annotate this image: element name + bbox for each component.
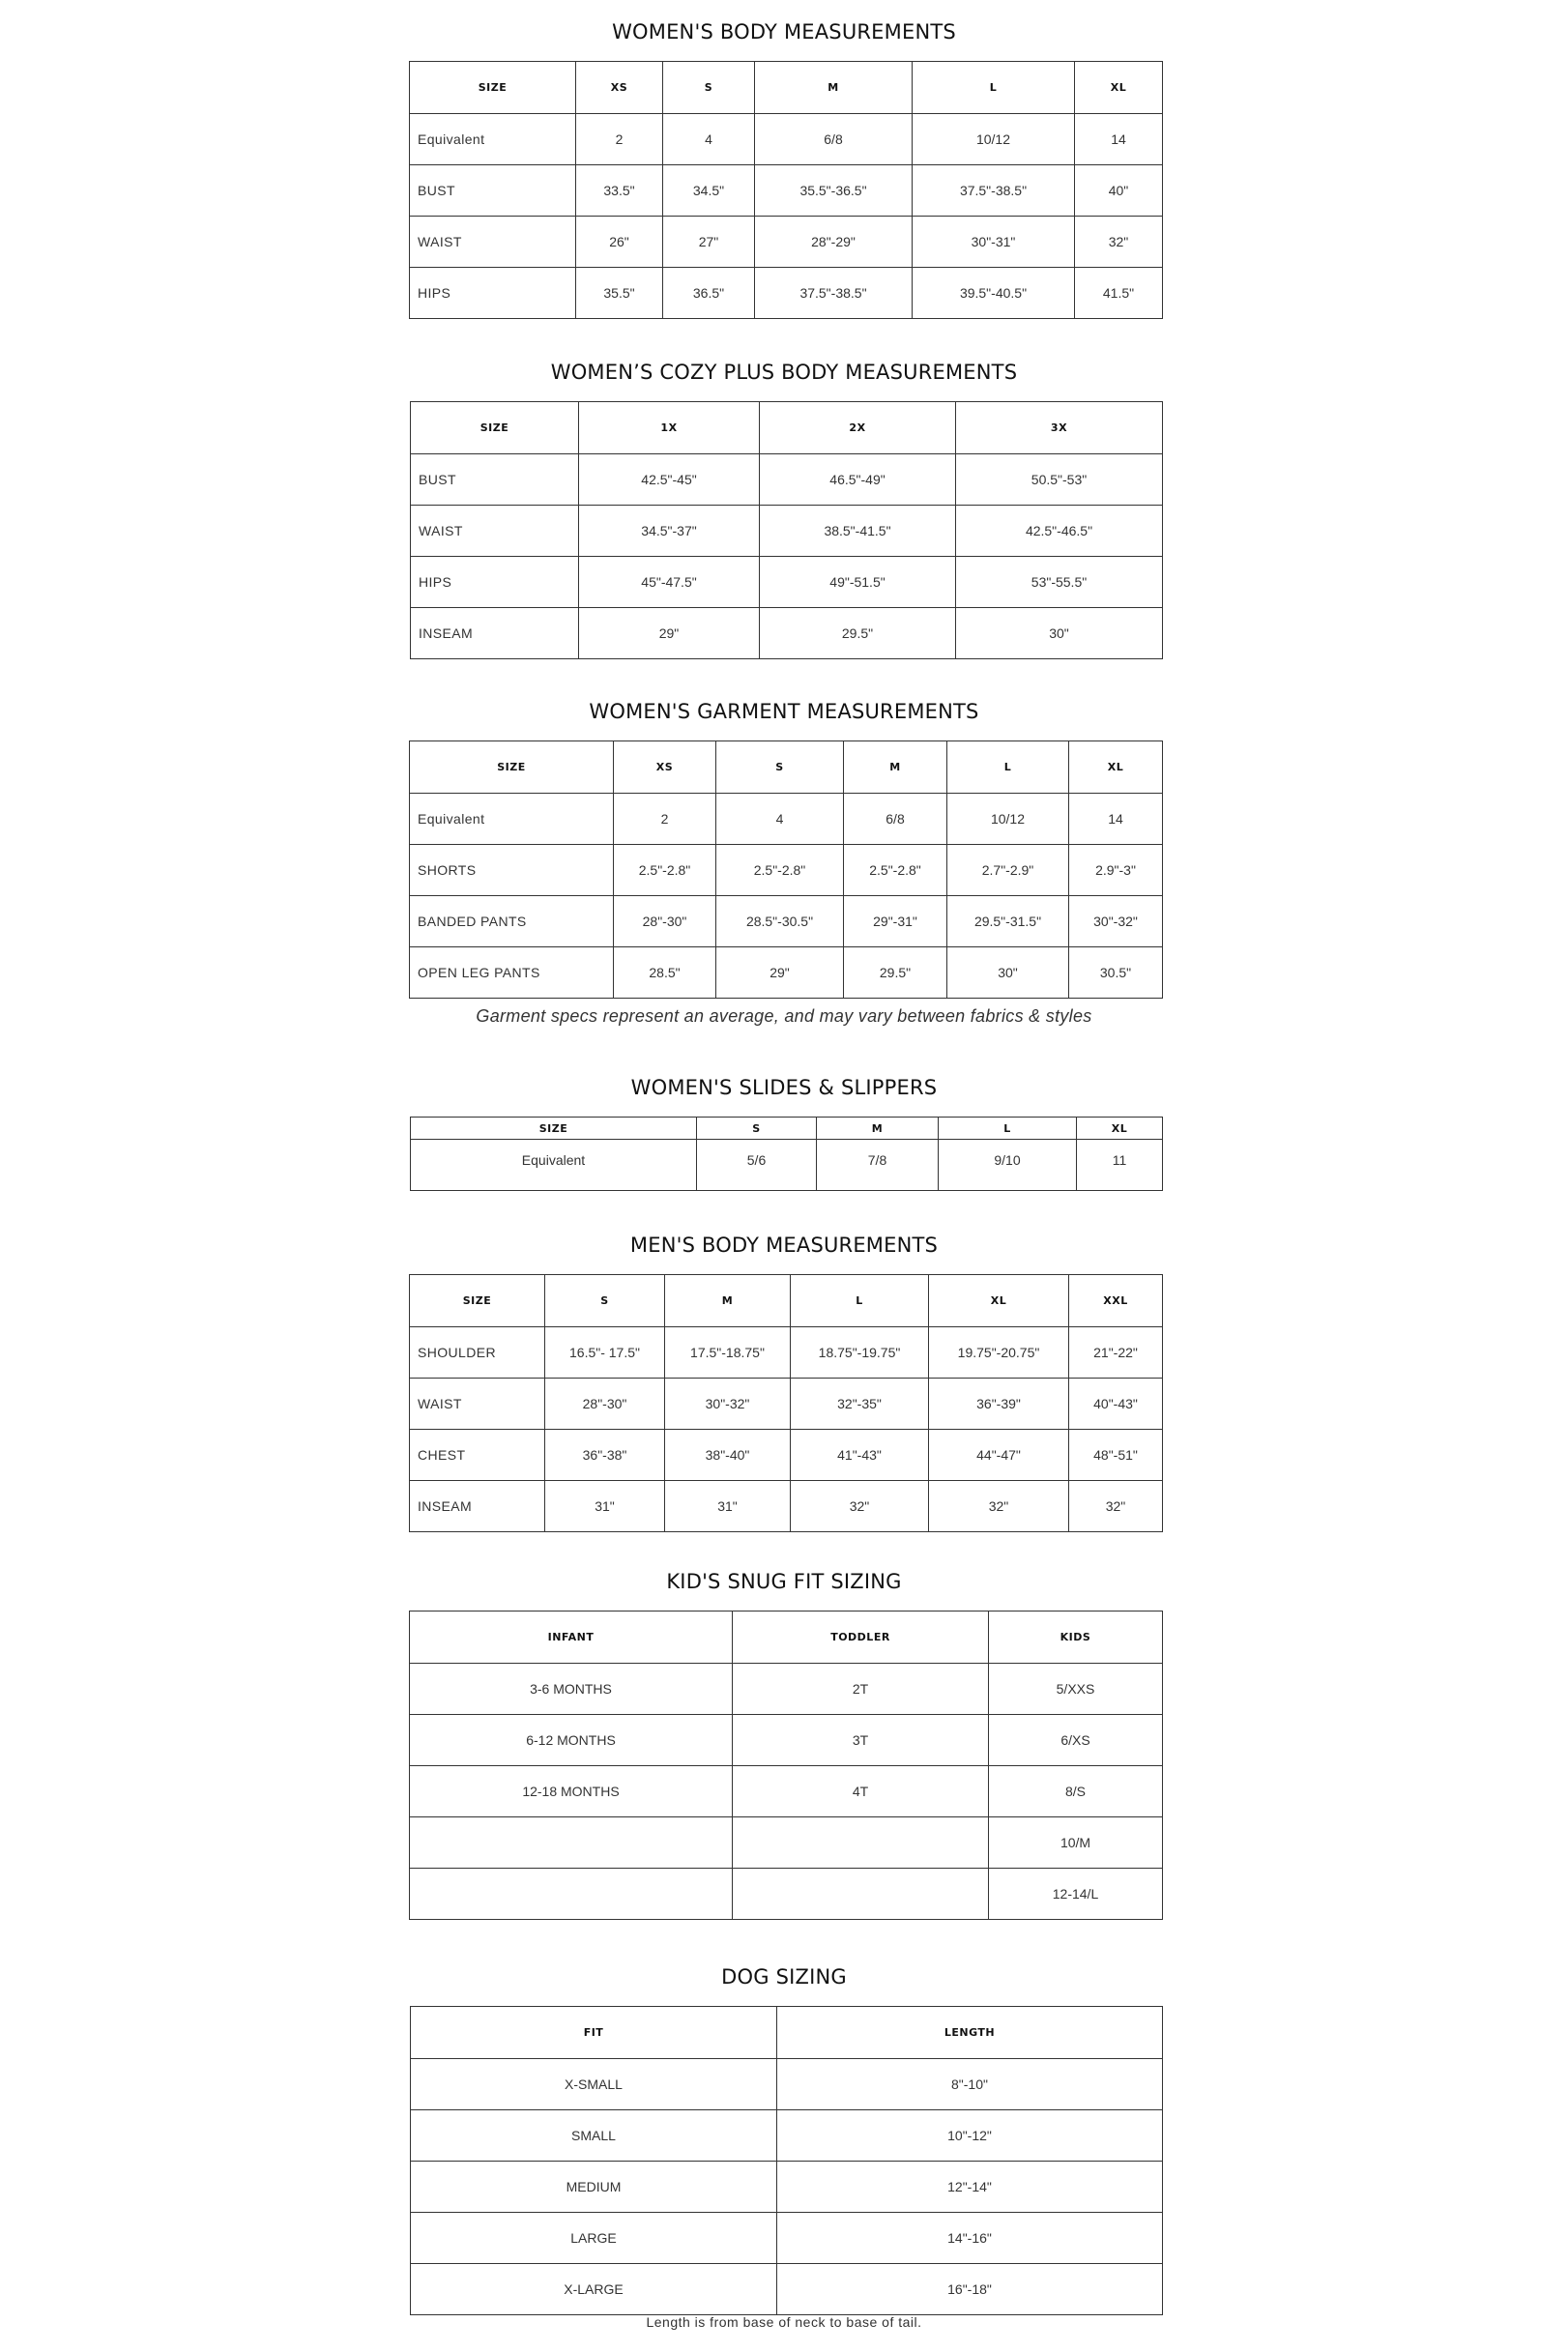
column-header: M	[817, 1118, 939, 1140]
table-row	[411, 2264, 1163, 2315]
table-row	[410, 845, 1163, 896]
table-row	[411, 2059, 1163, 2110]
womens-garment-title: WOMEN'S GARMENT MEASUREMENTS	[589, 700, 979, 723]
table-cell: 6-12 MONTHS	[410, 1715, 733, 1766]
table-header-row	[410, 62, 1163, 114]
table-cell	[410, 1817, 733, 1869]
table-cell: 5/XXS	[989, 1664, 1163, 1715]
column-header: XL	[1075, 62, 1163, 114]
table-row	[411, 557, 1163, 608]
womens-cozy-plus-table	[410, 401, 1163, 659]
table-cell: 42.5"-46.5"	[956, 506, 1163, 557]
table-cell: 14"-16"	[777, 2213, 1163, 2264]
column-header: SIZE	[411, 402, 579, 454]
table-cell: 49"-51.5"	[760, 557, 956, 608]
table-cell: 44"-47"	[929, 1430, 1069, 1481]
dog-length-note: Length is from base of neck to base of tail.	[646, 2314, 922, 2330]
table-cell: LARGE	[411, 2213, 777, 2264]
table-row	[410, 217, 1163, 268]
column-header: SIZE	[410, 741, 614, 794]
womens-garment-table	[409, 740, 1163, 999]
column-header: 2X	[760, 402, 956, 454]
column-header: 1X	[579, 402, 760, 454]
table-cell: 53"-55.5"	[956, 557, 1163, 608]
table-cell: 45"-47.5"	[579, 557, 760, 608]
table-row	[411, 2162, 1163, 2213]
table-cell: 29.5"-31.5"	[947, 896, 1069, 947]
table-cell: 31"	[545, 1481, 665, 1532]
column-header: S	[697, 1118, 817, 1140]
table-cell: 39.5"-40.5"	[913, 268, 1075, 319]
table-cell	[733, 1869, 989, 1920]
table-cell: 30"-32"	[1069, 896, 1163, 947]
table-row	[410, 1869, 1163, 1920]
column-header: S	[545, 1275, 665, 1327]
column-header: LENGTH	[777, 2007, 1163, 2059]
table-row	[410, 1327, 1163, 1379]
table-header-row	[411, 402, 1163, 454]
row-label: INSEAM	[410, 1481, 545, 1532]
column-header: L	[947, 741, 1069, 794]
table-row	[411, 1140, 1163, 1191]
table-cell: 14	[1069, 794, 1163, 845]
table-cell: 41"-43"	[791, 1430, 929, 1481]
mens-body-table	[409, 1274, 1163, 1532]
column-header: S	[663, 62, 755, 114]
table-cell: 10/12	[913, 114, 1075, 165]
table-cell: 29.5"	[760, 608, 956, 659]
table-cell: 30"-32"	[665, 1379, 791, 1430]
table-cell: 2.5"-2.8"	[614, 845, 716, 896]
table-cell: 19.75"-20.75"	[929, 1327, 1069, 1379]
table-cell: 34.5"-37"	[579, 506, 760, 557]
column-header: L	[939, 1118, 1077, 1140]
table-row	[411, 2110, 1163, 2162]
table-cell: 36"-38"	[545, 1430, 665, 1481]
table-cell: 30"	[956, 608, 1163, 659]
table-header-row	[410, 1612, 1163, 1664]
table-cell: 2.7"-2.9"	[947, 845, 1069, 896]
table-row	[411, 608, 1163, 659]
column-header: S	[716, 741, 844, 794]
table-cell: 35.5"	[576, 268, 663, 319]
table-cell: 28"-29"	[755, 217, 913, 268]
table-cell: 32"	[1075, 217, 1163, 268]
row-label: CHEST	[410, 1430, 545, 1481]
table-row	[410, 268, 1163, 319]
column-header: INFANT	[410, 1612, 733, 1664]
womens-cozy-plus-title: WOMEN’S COZY PLUS BODY MEASUREMENTS	[550, 361, 1018, 384]
womens-slides-title: WOMEN'S SLIDES & SLIPPERS	[630, 1076, 938, 1099]
table-cell: 5/6	[697, 1140, 817, 1191]
table-cell: 9/10	[939, 1140, 1077, 1191]
row-label: WAIST	[410, 217, 576, 268]
table-cell: 12"-14"	[777, 2162, 1163, 2213]
table-cell: 28"-30"	[614, 896, 716, 947]
table-row	[410, 1766, 1163, 1817]
table-row	[410, 1379, 1163, 1430]
table-cell: 28"-30"	[545, 1379, 665, 1430]
table-cell: X-SMALL	[411, 2059, 777, 2110]
table-cell: 28.5"-30.5"	[716, 896, 844, 947]
table-cell: 40"-43"	[1069, 1379, 1163, 1430]
column-header: XXL	[1069, 1275, 1163, 1327]
table-cell: 34.5"	[663, 165, 755, 217]
dog-sizing-title: DOG SIZING	[721, 1965, 847, 1989]
row-label: Equivalent	[411, 1140, 697, 1191]
table-cell: 50.5"-53"	[956, 454, 1163, 506]
column-header: SIZE	[410, 62, 576, 114]
column-header: KIDS	[989, 1612, 1163, 1664]
column-header: XS	[614, 741, 716, 794]
column-header: XL	[1069, 741, 1163, 794]
table-cell: 36.5"	[663, 268, 755, 319]
row-label: HIPS	[411, 557, 579, 608]
table-cell: 8"-10"	[777, 2059, 1163, 2110]
table-row	[411, 506, 1163, 557]
column-header: M	[755, 62, 913, 114]
table-cell: 42.5"-45"	[579, 454, 760, 506]
table-cell: 21"-22"	[1069, 1327, 1163, 1379]
column-header: FIT	[411, 2007, 777, 2059]
table-cell: 26"	[576, 217, 663, 268]
column-header: 3X	[956, 402, 1163, 454]
table-cell: 4T	[733, 1766, 989, 1817]
table-cell: 41.5"	[1075, 268, 1163, 319]
table-cell: 14	[1075, 114, 1163, 165]
dog-sizing-table	[410, 2006, 1163, 2315]
column-header: M	[844, 741, 947, 794]
table-cell: 10/M	[989, 1817, 1163, 1869]
womens-body-title: WOMEN'S BODY MEASUREMENTS	[612, 20, 956, 44]
table-cell	[410, 1869, 733, 1920]
table-cell: 4	[663, 114, 755, 165]
table-row	[411, 454, 1163, 506]
row-label: BUST	[410, 165, 576, 217]
table-row	[410, 1430, 1163, 1481]
table-row	[411, 2213, 1163, 2264]
table-cell: 4	[716, 794, 844, 845]
table-cell: 40"	[1075, 165, 1163, 217]
table-cell: 32"-35"	[791, 1379, 929, 1430]
column-header: L	[791, 1275, 929, 1327]
table-cell: 29"	[579, 608, 760, 659]
table-cell: 16.5"- 17.5"	[545, 1327, 665, 1379]
table-cell: 36"-39"	[929, 1379, 1069, 1430]
table-cell: 46.5"-49"	[760, 454, 956, 506]
row-label: HIPS	[410, 268, 576, 319]
table-cell: 10"-12"	[777, 2110, 1163, 2162]
table-row	[410, 896, 1163, 947]
table-cell: 33.5"	[576, 165, 663, 217]
table-cell: 48"-51"	[1069, 1430, 1163, 1481]
column-header: XL	[1077, 1118, 1163, 1140]
column-header: SIZE	[411, 1118, 697, 1140]
table-cell: 30.5"	[1069, 947, 1163, 999]
row-label: WAIST	[411, 506, 579, 557]
table-row	[410, 947, 1163, 999]
table-header-row	[411, 2007, 1163, 2059]
column-header: XS	[576, 62, 663, 114]
table-cell: 38.5"-41.5"	[760, 506, 956, 557]
table-cell: 11	[1077, 1140, 1163, 1191]
table-row	[410, 1715, 1163, 1766]
womens-slides-table	[410, 1117, 1163, 1191]
table-cell: 32"	[791, 1481, 929, 1532]
table-cell: 37.5"-38.5"	[913, 165, 1075, 217]
table-cell: 12-14/L	[989, 1869, 1163, 1920]
table-cell: 29"-31"	[844, 896, 947, 947]
table-cell: 29"	[716, 947, 844, 999]
womens-body-table	[409, 61, 1163, 319]
table-cell: 3T	[733, 1715, 989, 1766]
kids-snug-table	[409, 1611, 1163, 1920]
table-cell: 2.5"-2.8"	[716, 845, 844, 896]
kids-snug-title: KID'S SNUG FIT SIZING	[666, 1570, 902, 1593]
table-cell: 6/8	[844, 794, 947, 845]
table-cell: X-LARGE	[411, 2264, 777, 2315]
mens-body-title: MEN'S BODY MEASUREMENTS	[629, 1234, 939, 1257]
table-row	[410, 1664, 1163, 1715]
table-row	[410, 794, 1163, 845]
table-cell: 18.75"-19.75"	[791, 1327, 929, 1379]
row-label: Equivalent	[410, 794, 614, 845]
row-label: BUST	[411, 454, 579, 506]
row-label: SHOULDER	[410, 1327, 545, 1379]
row-label: Equivalent	[410, 114, 576, 165]
table-cell: 6/8	[755, 114, 913, 165]
table-row	[410, 1817, 1163, 1869]
row-label: OPEN LEG PANTS	[410, 947, 614, 999]
table-cell: 27"	[663, 217, 755, 268]
row-label: WAIST	[410, 1379, 545, 1430]
row-label: BANDED PANTS	[410, 896, 614, 947]
table-cell: 31"	[665, 1481, 791, 1532]
table-cell: 37.5"-38.5"	[755, 268, 913, 319]
table-cell: 2T	[733, 1664, 989, 1715]
garment-specs-note: Garment specs represent an average, and may vary between fabrics & styles	[476, 1006, 1092, 1026]
row-label: SHORTS	[410, 845, 614, 896]
table-cell: 2	[576, 114, 663, 165]
table-cell: MEDIUM	[411, 2162, 777, 2213]
table-cell: 6/XS	[989, 1715, 1163, 1766]
table-cell: 30"-31"	[913, 217, 1075, 268]
table-cell: 17.5"-18.75"	[665, 1327, 791, 1379]
table-cell: 38"-40"	[665, 1430, 791, 1481]
table-cell: 3-6 MONTHS	[410, 1664, 733, 1715]
column-header: L	[913, 62, 1075, 114]
table-row	[410, 114, 1163, 165]
table-header-row	[410, 1275, 1163, 1327]
table-row	[410, 165, 1163, 217]
table-cell: 28.5"	[614, 947, 716, 999]
table-cell: 32"	[1069, 1481, 1163, 1532]
table-cell: 35.5"-36.5"	[755, 165, 913, 217]
table-row	[410, 1481, 1163, 1532]
table-header-row	[411, 1118, 1163, 1140]
column-header: SIZE	[410, 1275, 545, 1327]
table-cell: 32"	[929, 1481, 1069, 1532]
table-cell: SMALL	[411, 2110, 777, 2162]
table-cell: 2.5"-2.8"	[844, 845, 947, 896]
table-header-row	[410, 741, 1163, 794]
table-cell: 2.9"-3"	[1069, 845, 1163, 896]
row-label: INSEAM	[411, 608, 579, 659]
table-cell: 7/8	[817, 1140, 939, 1191]
table-cell: 8/S	[989, 1766, 1163, 1817]
table-cell	[733, 1817, 989, 1869]
table-cell: 29.5"	[844, 947, 947, 999]
column-header: XL	[929, 1275, 1069, 1327]
column-header: TODDLER	[733, 1612, 989, 1664]
table-cell: 12-18 MONTHS	[410, 1766, 733, 1817]
table-cell: 10/12	[947, 794, 1069, 845]
table-cell: 16"-18"	[777, 2264, 1163, 2315]
table-cell: 2	[614, 794, 716, 845]
table-cell: 30"	[947, 947, 1069, 999]
column-header: M	[665, 1275, 791, 1327]
